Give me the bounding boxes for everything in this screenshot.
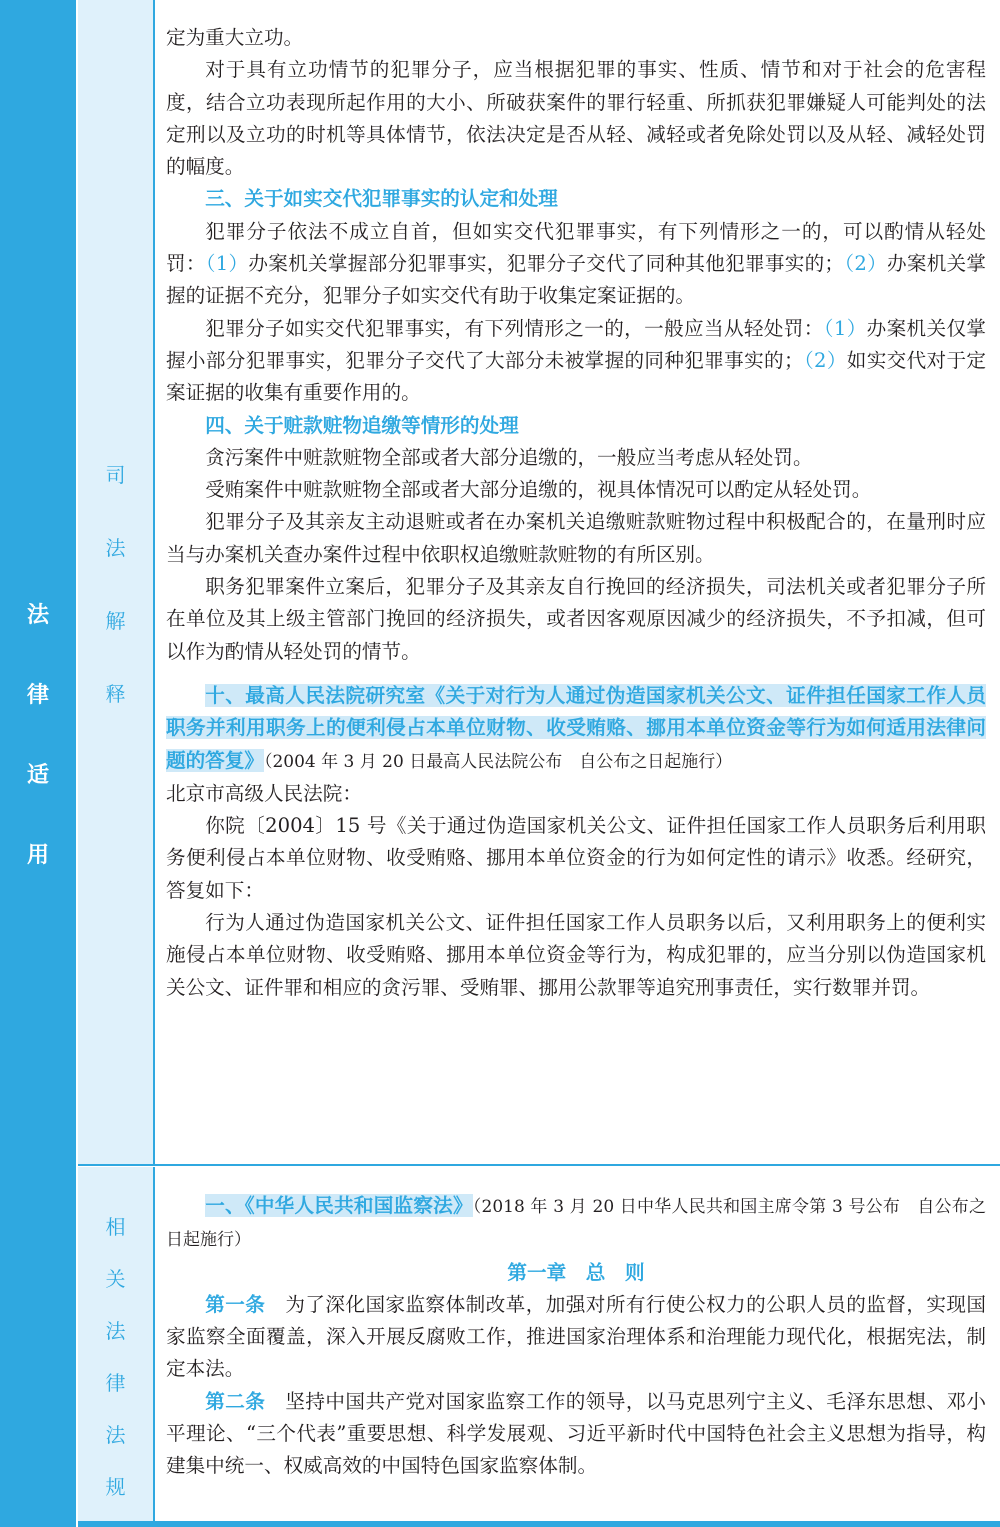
paragraph-text: 如实交代对于定案证据的收集有重要作用的。 [166,348,986,405]
paragraph: 定为重大立功。 [166,26,304,49]
addressee: 北京市高级人民法院： [166,781,362,805]
paragraph-text: 办案机关掌握部分犯罪事实，犯罪分子交代了同种其他犯罪事实的； [248,252,845,276]
paragraph-text: 办案机关掌握的证据不充分，犯罪分子如实交代有助于收集定案证据的。 [166,252,987,308]
law-title-highlight: 一、《中华人民共和国监察法》 [205,1194,473,1217]
related-laws-content [166,1190,986,1483]
sub-label-char: 法 [105,536,126,560]
paragraph: 犯罪分子及其亲友主动退赃或者在办案机关追缴赃款赃物过程中积极配合的，在量刑时应当与办案机关查办案件过程中依职权追缴赃款赃物的有所区别。 [166,510,986,566]
sub-label-char: 法 [105,1423,126,1447]
side-label-legal-application [0,0,76,1527]
article [166,1289,986,1386]
article-text: 坚持中国共产党对国家监察工作的领导，以马克思列宁主义、毛泽东思想、邓小平理论、“三个代表”重要思想、科学发展观、习近平新时代中国特色社会主义思想为指导，构建集中统一、权威高效的中国特色国家监察体制。 [166,1389,987,1478]
paragraph: 贪污案件中赃款赃物全部或者大部分追缴的，一般应当考虑从轻处罚。 [205,445,813,469]
list-number: （2） [803,348,847,372]
section-heading: 三、关于如实交代犯罪事实的认定和处理 [205,187,558,211]
article-label: 第二条 [205,1389,266,1413]
paragraph: 你院〔2004〕15 号《关于通过伪造国家机关公文、证件担任国家工作人员职务后利用职务便利侵占本单位财物、收受贿赂、挪用本单位资金的行为如何定性的请示》收悉。经研究，答复如下： [166,814,986,902]
judicial-interpretation-content [166,22,986,1004]
paragraph-text: 办案机关仅掌握小部分犯罪事实，犯罪分子交代了大部分未被掌握的同种犯罪事实的； [166,316,987,372]
side-label-char: 律 [26,683,49,708]
paragraph: 行为人通过伪造国家机关公文、证件担任国家工作人员职务以后，又利用职务上的便利实施侵占本单位财物、收受贿赂、挪用本单位资金等行为，构成犯罪的，应当分别以伪造国家机关公文、证件罪和相应的贪污罪、受贿罪、挪用公款罪等追究刑事责任，实行数罪并罚。 [166,911,986,999]
sub-label-char: 解 [105,609,126,633]
article-text: 为了深化国家监察体制改革，加强对所有行使公权力的公职人员的监督，实现国家监察全面覆盖，深入开展反腐败工作，推进国家治理体系和治理能力现代化，根据宪法，制定本法。 [166,1292,987,1381]
section-heading: 四、关于赃款赃物追缴等情形的处理 [205,413,519,437]
chapter-heading: 第一章 总 则 [507,1260,645,1284]
sub-label-char: 规 [105,1475,126,1499]
paragraph [166,216,986,313]
paragraph [166,313,986,410]
sub-label-related-laws [78,1167,155,1521]
side-label-char: 适 [26,763,49,788]
sub-label-judicial-interpretation [78,0,155,1164]
section-divider [78,1164,1000,1166]
sub-label-char: 法 [105,1319,126,1343]
sub-label-char: 关 [105,1267,126,1291]
paragraph-text: 犯罪分子依法不成立自首，但如实交代犯罪事实，有下列情形之一的，可以酌情从轻处罚： [166,219,986,276]
sub-label-char: 相 [105,1215,126,1239]
list-number: （1） [823,316,867,340]
list-number: （2） [844,252,887,276]
law-meta: （2018 年 3 月 20 日中华人民共和国主席令第 3 号公布 自公布之日起施行） [166,1197,986,1251]
article [166,1386,986,1483]
paragraph: 受贿案件中赃款赃物全部或者大部分追缴的，视具体情况可以酌定从轻处罚。 [205,478,872,502]
bottom-border [78,1521,1000,1527]
law-title [166,1190,986,1257]
document-title-highlight: 十、最高人民法院研究室《关于对行为人通过伪造国家机关公文、证件担任国家工作人员职务并利用职务上的便利侵占本单位财物、收受贿赂、挪用本单位资金等行为如何适用法律问题的答复》 [166,683,986,772]
side-label-char: 法 [26,603,49,628]
document-meta: （2004 年 3 月 20 日最高人民法院公布 自公布之日起施行） [263,751,733,772]
paragraph: 对于具有立功情节的犯罪分子，应当根据犯罪的事实、性质、情节和对于社会的危害程度，结合立功表现所起作用的大小、所破获案件的罪行轻重、所抓获犯罪嫌疑人可能判处的法定刑以及立功的时机等具体情节，依法决定是否从轻、减轻或者免除处罚以及从轻、减轻处罚的幅度。 [166,58,986,179]
sub-label-char: 释 [105,682,126,706]
document-title [166,680,986,778]
paragraph-text: 犯罪分子如实交代犯罪事实，有下列情形之一的，一般应当从轻处罚： [205,316,824,340]
article-label: 第一条 [205,1292,266,1316]
sub-label-char: 司 [105,463,126,487]
side-label-char: 用 [26,843,49,868]
paragraph: 职务犯罪案件立案后，犯罪分子及其亲友自行挽回的经济损失，司法机关或者犯罪分子所在单位及其上级主管部门挽回的经济损失，或者因客观原因减少的经济损失，不予扣减，但可以作为酌情从轻处罚的情节。 [166,575,986,663]
list-number: （1） [205,252,249,276]
sub-label-char: 律 [105,1371,126,1395]
